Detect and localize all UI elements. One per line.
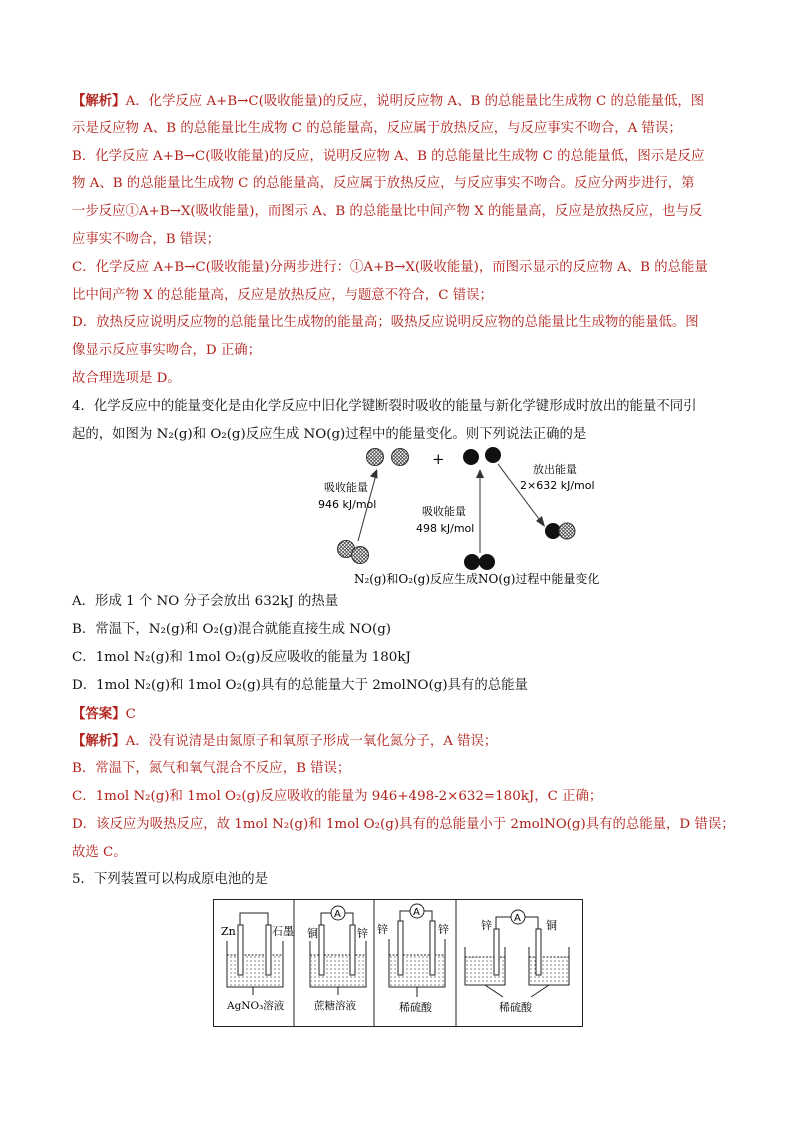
analysis-line: 【解析】A．没有说清是由氮原子和氧原子形成一氧化氮分子，A 错误； <box>72 733 498 750</box>
analysis-line: 比中间产物 X 的总能量高，反应是放热反应，与题意不符合，C 错误； <box>72 287 493 303</box>
energy-diagram-svg <box>280 447 600 589</box>
cell-diagrams <box>213 899 583 1027</box>
question-stem: 起的，如图为 N₂(g)和 O₂(g)反应生成 NO(g)过程中的能量变化。则下列说法正确的是 <box>72 426 587 442</box>
answer-tag: 【答案】 <box>72 705 126 722</box>
analysis-tag: 【解析】 <box>72 733 126 750</box>
analysis-line: 示是反应物 A、B 的总能量比生成物 C 的总能量高，反应属于放热反应，与反应事实不吻合，A 错误； <box>72 120 682 136</box>
electrode-left: 铜 <box>307 927 318 941</box>
no-molecule <box>559 523 575 539</box>
release-label: 放出能量 <box>533 463 577 477</box>
n2-molecule <box>352 547 369 564</box>
electrode-right: 铜 <box>546 919 557 933</box>
option-c: C．1mol N₂(g)和 1mol O₂(g)反应吸收的能量为 180kJ <box>72 649 411 665</box>
n-atom <box>392 449 409 466</box>
o2-molecule <box>479 554 495 570</box>
absorb-label-1: 吸收能量 <box>324 481 368 495</box>
answer-line <box>72 705 730 723</box>
n-atom <box>367 449 384 466</box>
question-stem: 5．下列装置可以构成原电池的是 <box>72 872 268 888</box>
option-a: A．形成 1 个 NO 分子会放出 632kJ 的热量 <box>72 594 339 610</box>
cell-diagrams-svg <box>213 899 583 1027</box>
question-5 <box>72 871 730 1027</box>
analysis-line: C．1mol N₂(g)和 1mol O₂(g)反应吸收的能量为 946+498-2×632=180kJ，C 正确； <box>72 788 603 804</box>
solution-label: 蔗糖溶液 <box>314 1000 356 1013</box>
analysis-line: 一步反应①A+B→X(吸收能量)，而图示 A、B 的总能量比中间产物 X 的能量高，反应是放热反应，也与反 <box>72 204 703 220</box>
cell-4 <box>465 910 569 1014</box>
analysis-line: 像显示反应事实吻合，D 正确； <box>72 343 262 359</box>
solution-label: 稀硫酸 <box>399 1001 432 1015</box>
release-value: 2×632 kJ/mol <box>520 479 595 493</box>
question-stem: 4．化学反应中的能量变化是由化学反应中旧化学键断裂时吸收的能量与新化学键形成时放出的能量不同引 <box>72 398 697 414</box>
o-atom <box>463 449 479 465</box>
analysis-line: 故合理选项是 D。 <box>72 370 181 386</box>
electrode-right: 锌 <box>438 923 449 937</box>
absorb-value-2: 498 kJ/mol <box>416 522 475 536</box>
analysis-line: D．该反应为吸热反应，故 1mol N₂(g)和 1mol O₂(g)具有的总能量小于 2molNO(g)具有的总能量，D 错误； <box>72 816 735 832</box>
analysis-line: B．常温下，氮气和氧气混合不反应，B 错误； <box>72 761 351 777</box>
electrode-right: 锌 <box>357 927 368 941</box>
plus-sign: + <box>432 450 445 469</box>
document-page <box>72 92 735 1027</box>
analysis-line: 应事实不吻合，B 错误； <box>72 231 221 247</box>
analysis-line: 故选 C。 <box>72 844 127 860</box>
answer-value: C <box>125 706 136 722</box>
analysis-line: 物 A、B 的总能量比生成物 C 的总能量高，反应属于放热反应，与反应事实不吻合。反应分两步进行，第 <box>72 176 695 192</box>
analysis-line: D．放热反应说明反应物的总能量比生成物的能量高；吸热反应说明反应物的总能量比生成物的能量低。图 <box>72 315 699 331</box>
solution-label: 稀硫酸 <box>499 1001 532 1015</box>
cell-1 <box>221 913 294 1012</box>
cell-2 <box>307 906 368 1012</box>
analysis-tag: 【解析】 <box>72 93 126 109</box>
electrode-left: 锌 <box>377 923 388 937</box>
electrode-left: 锌 <box>481 919 492 933</box>
option-b: B．常温下，N₂(g)和 O₂(g)混合就能直接生成 NO(g) <box>72 622 392 638</box>
analysis-line: B．化学反应 A+B→C(吸收能量)的反应，说明反应物 A、B 的总能量比生成物 C 的总能量低，图示是反应 <box>72 148 705 164</box>
option-d: D．1mol N₂(g)和 1mol O₂(g)具有的总能量大于 2molNO(g)具有的总能量 <box>72 677 528 693</box>
ammeter-label: A <box>334 909 341 921</box>
question-4 <box>72 398 735 862</box>
ammeter-label: A <box>413 907 420 919</box>
o-atom <box>485 447 501 463</box>
q3-analysis <box>72 92 730 388</box>
absorb-label-2: 吸收能量 <box>422 505 466 519</box>
electrode-right: 石墨 <box>272 925 294 939</box>
absorb-value-1: 946 kJ/mol <box>318 498 377 512</box>
o2-molecule <box>464 554 480 570</box>
energy-diagram <box>280 447 600 589</box>
figure-caption: N₂(g)和O₂(g)反应生成NO(g)过程中能量变化 <box>354 572 600 587</box>
analysis-line: 【解析】A．化学反应 A+B→C(吸收能量)的反应，说明反应物 A、B 的总能量比生成物 C 的总能量低，图 <box>72 93 705 109</box>
ammeter-label: A <box>514 913 521 925</box>
cell-3 <box>377 904 449 1014</box>
analysis-line: C．化学反应 A+B→C(吸收能量)分两步进行：①A+B→X(吸收能量)，而图示显示的反应物 A、B 的总能量 <box>72 259 708 275</box>
electrode-left: Zn <box>221 925 236 939</box>
solution-label: AgNO₃溶液 <box>227 1000 285 1013</box>
